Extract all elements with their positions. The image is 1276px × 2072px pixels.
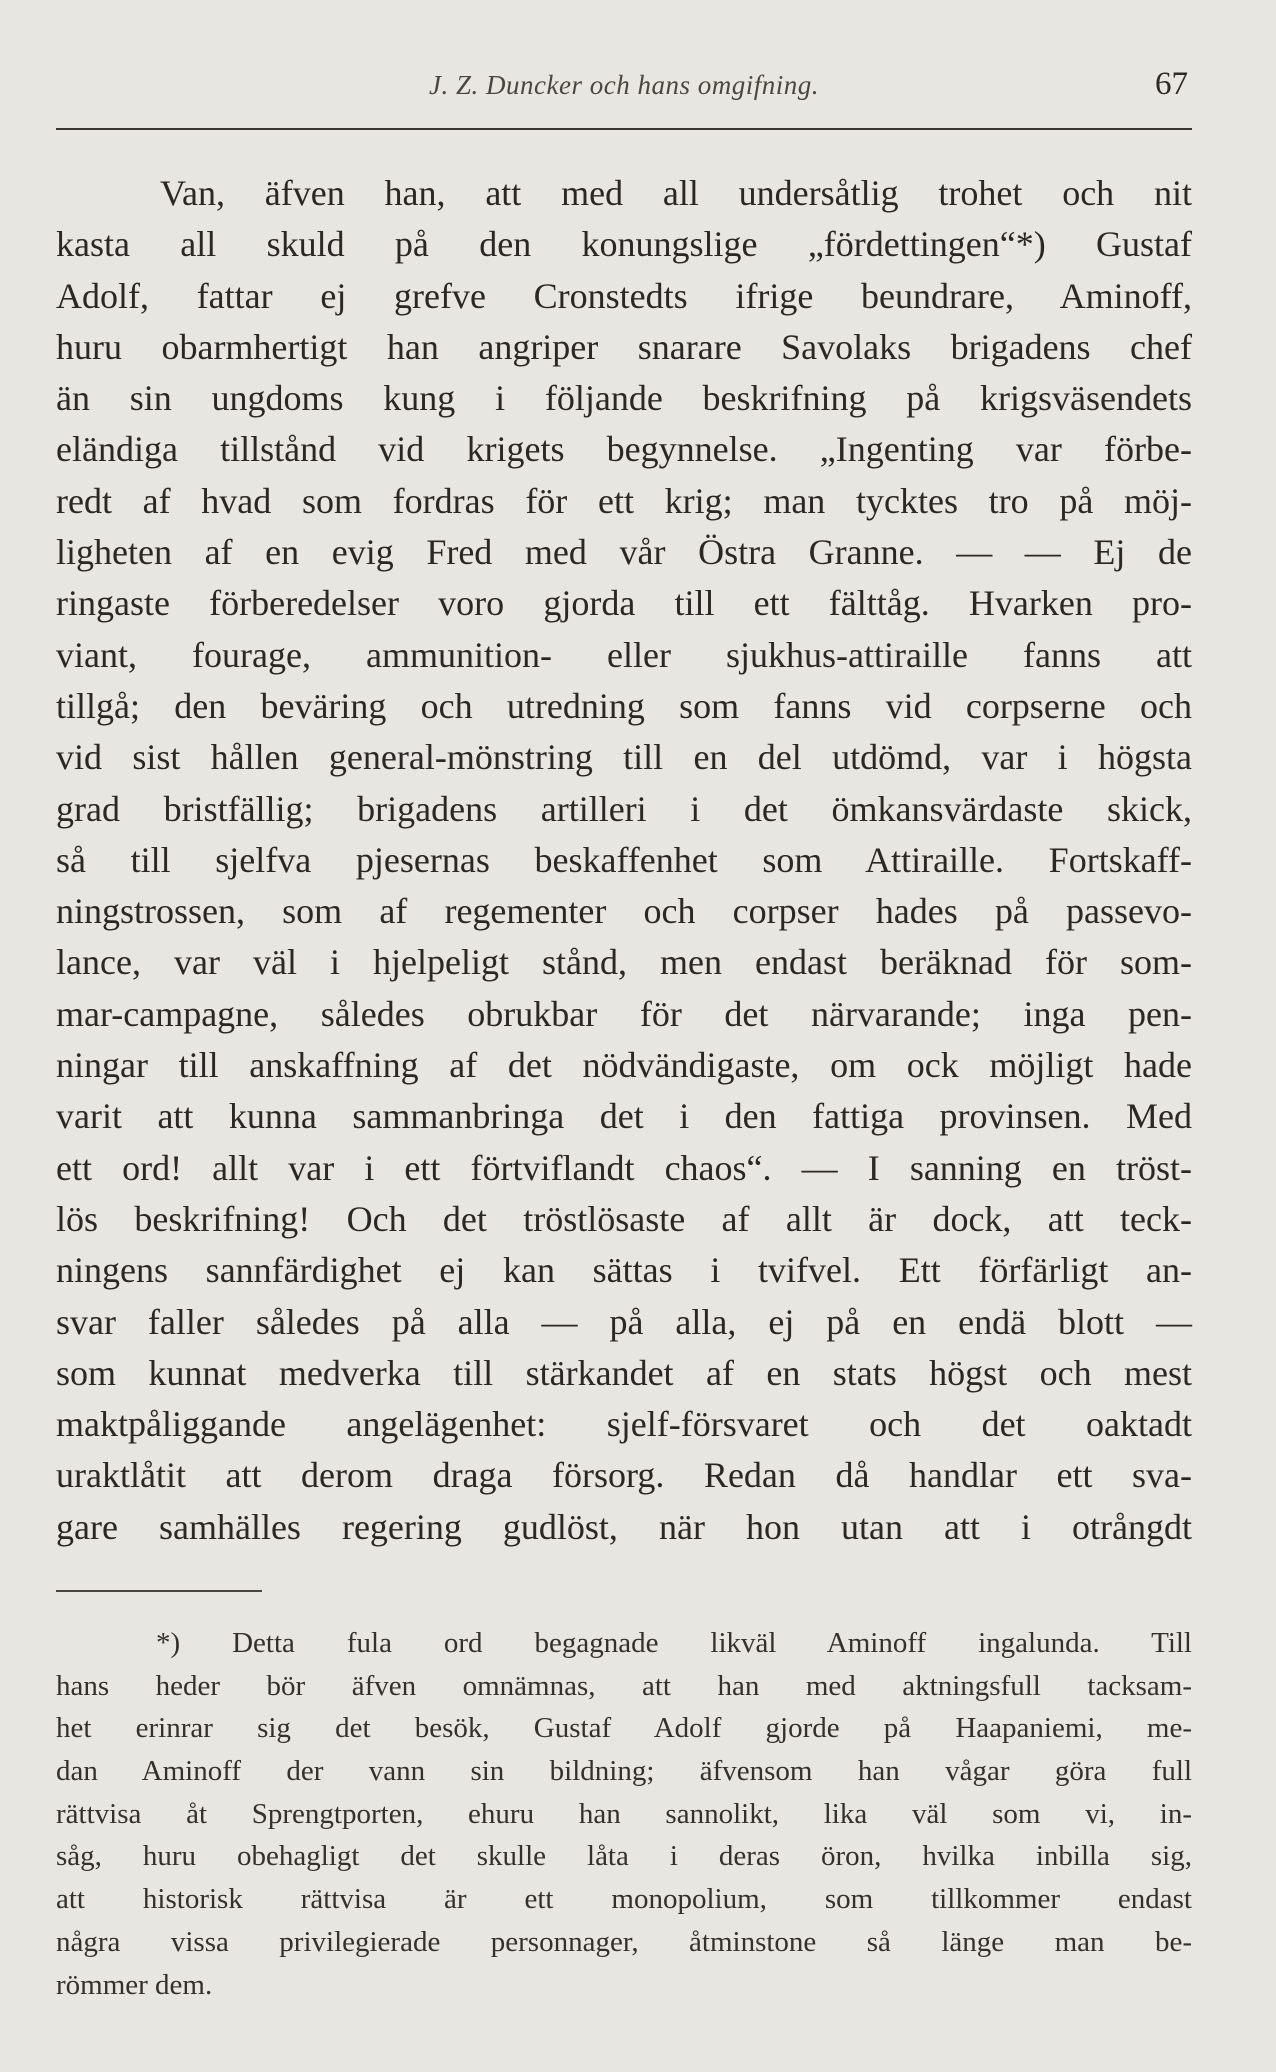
footnote-line: rättvisa åt Sprengtporten, ehuru han sannolikt, lika väl som vi, in-	[56, 1797, 1192, 1830]
body-line: svar faller således på alla — på alla, ej på en endä blott —	[56, 1301, 1192, 1342]
body-line: Adolf, fattar ej grefve Cronstedts ifrige beundrare, Aminoff,	[56, 275, 1192, 316]
body-line: varit att kunna sammanbringa det i den fattiga provinsen. Med	[56, 1096, 1192, 1137]
footnote-line: hans heder bör äfven omnämnas, att han med aktningsfull tacksam-	[56, 1669, 1192, 1702]
body-line: tillgå; den beväring och utredning som fanns vid corpserne och	[56, 685, 1192, 726]
body-line: än sin ungdoms kung i följande beskrifning på krigsväsendets	[56, 378, 1192, 419]
footnote	[56, 1622, 1192, 2006]
body-line: Van, äfven han, att med all undersåtlig trohet och nit	[160, 173, 1192, 213]
body-line: mar-campagne, således obrukbar för det närvarande; inga pen-	[56, 993, 1192, 1034]
body-line: eländiga tillstånd vid krigets begynnelse. „Ingenting var förbe-	[56, 429, 1192, 470]
body-line: gare samhälles regering gudlöst, när hon utan att i otrångdt	[56, 1506, 1192, 1547]
body-line: maktpåliggande angelägenhet: sjelf-försvaret och det oaktadt	[56, 1404, 1192, 1445]
footnote-rule	[56, 1590, 262, 1592]
body-line: huru obarmhertigt han angriper snarare Savolaks brigadens chef	[56, 326, 1192, 367]
body-line: lös beskrifning! Och det tröstlösaste af allt är dock, att teck-	[56, 1198, 1192, 1239]
body-line: viant, fourage, ammunition- eller sjukhus-attiraille fanns att	[56, 634, 1192, 675]
footnote-line: att historisk rättvisa är ett monopolium, som tillkommer endast	[56, 1883, 1192, 1916]
body-text	[56, 168, 1192, 1553]
body-line: som kunnat medverka till stärkandet af en stats högst och mest	[56, 1352, 1192, 1393]
body-line: ligheten af en evig Fred med vår Östra Granne. — — Ej de	[56, 532, 1192, 573]
footnote-line: dan Aminoff der vann sin bildning; äfvensom han vågar göra full	[56, 1755, 1192, 1788]
page-number: 67	[1155, 66, 1188, 102]
running-title: J. Z. Duncker och hans omgifning.	[429, 70, 819, 100]
footnote-line: het erinrar sig det besök, Gustaf Adolf gjorde på Haapaniemi, me-	[56, 1712, 1192, 1745]
page-header	[56, 62, 1192, 122]
header-rule	[56, 128, 1192, 130]
body-line: ett ord! allt var i ett förtviflandt chaos“. — I sanning en tröst-	[56, 1147, 1192, 1188]
body-line: uraktlåtit att derom draga försorg. Redan då handlar ett sva-	[56, 1455, 1192, 1496]
body-line: ningstrossen, som af regementer och corpser hades på passevo-	[56, 891, 1192, 932]
footnote-line: römmer dem.	[56, 1968, 213, 2001]
body-line: redt af hvad som fordras för ett krig; man tycktes tro på möj-	[56, 480, 1192, 521]
footnote-line: såg, huru obehagligt det skulle låta i deras öron, hvilka inbilla sig,	[56, 1840, 1192, 1873]
body-line: ringaste förberedelser voro gjorda till ett fälttåg. Hvarken pro-	[56, 583, 1192, 624]
body-line: kasta all skuld på den konungslige „fördettingen“*) Gustaf	[56, 224, 1192, 265]
body-line: vid sist hållen general-mönstring till en del utdömd, var i högsta	[56, 737, 1192, 778]
body-line: så till sjelfva pjesernas beskaffenhet som Attiraille. Fortskaff-	[56, 839, 1192, 880]
footnote-line: *) Detta fula ord begagnade likväl Aminoff ingalunda. Till	[156, 1627, 1192, 1659]
footnote-line: några vissa privilegierade personnager, åtminstone så länge man be-	[56, 1925, 1192, 1958]
body-line: ningar till anskaffning af det nödvändigaste, om ock möjligt hade	[56, 1045, 1192, 1086]
body-line: ningens sannfärdighet ej kan sättas i tvifvel. Ett förfärligt an-	[56, 1250, 1192, 1291]
body-line: grad bristfällig; brigadens artilleri i det ömkansvärdaste skick,	[56, 788, 1192, 829]
body-line: lance, var väl i hjelpeligt stånd, men endast beräknad för som-	[56, 942, 1192, 983]
